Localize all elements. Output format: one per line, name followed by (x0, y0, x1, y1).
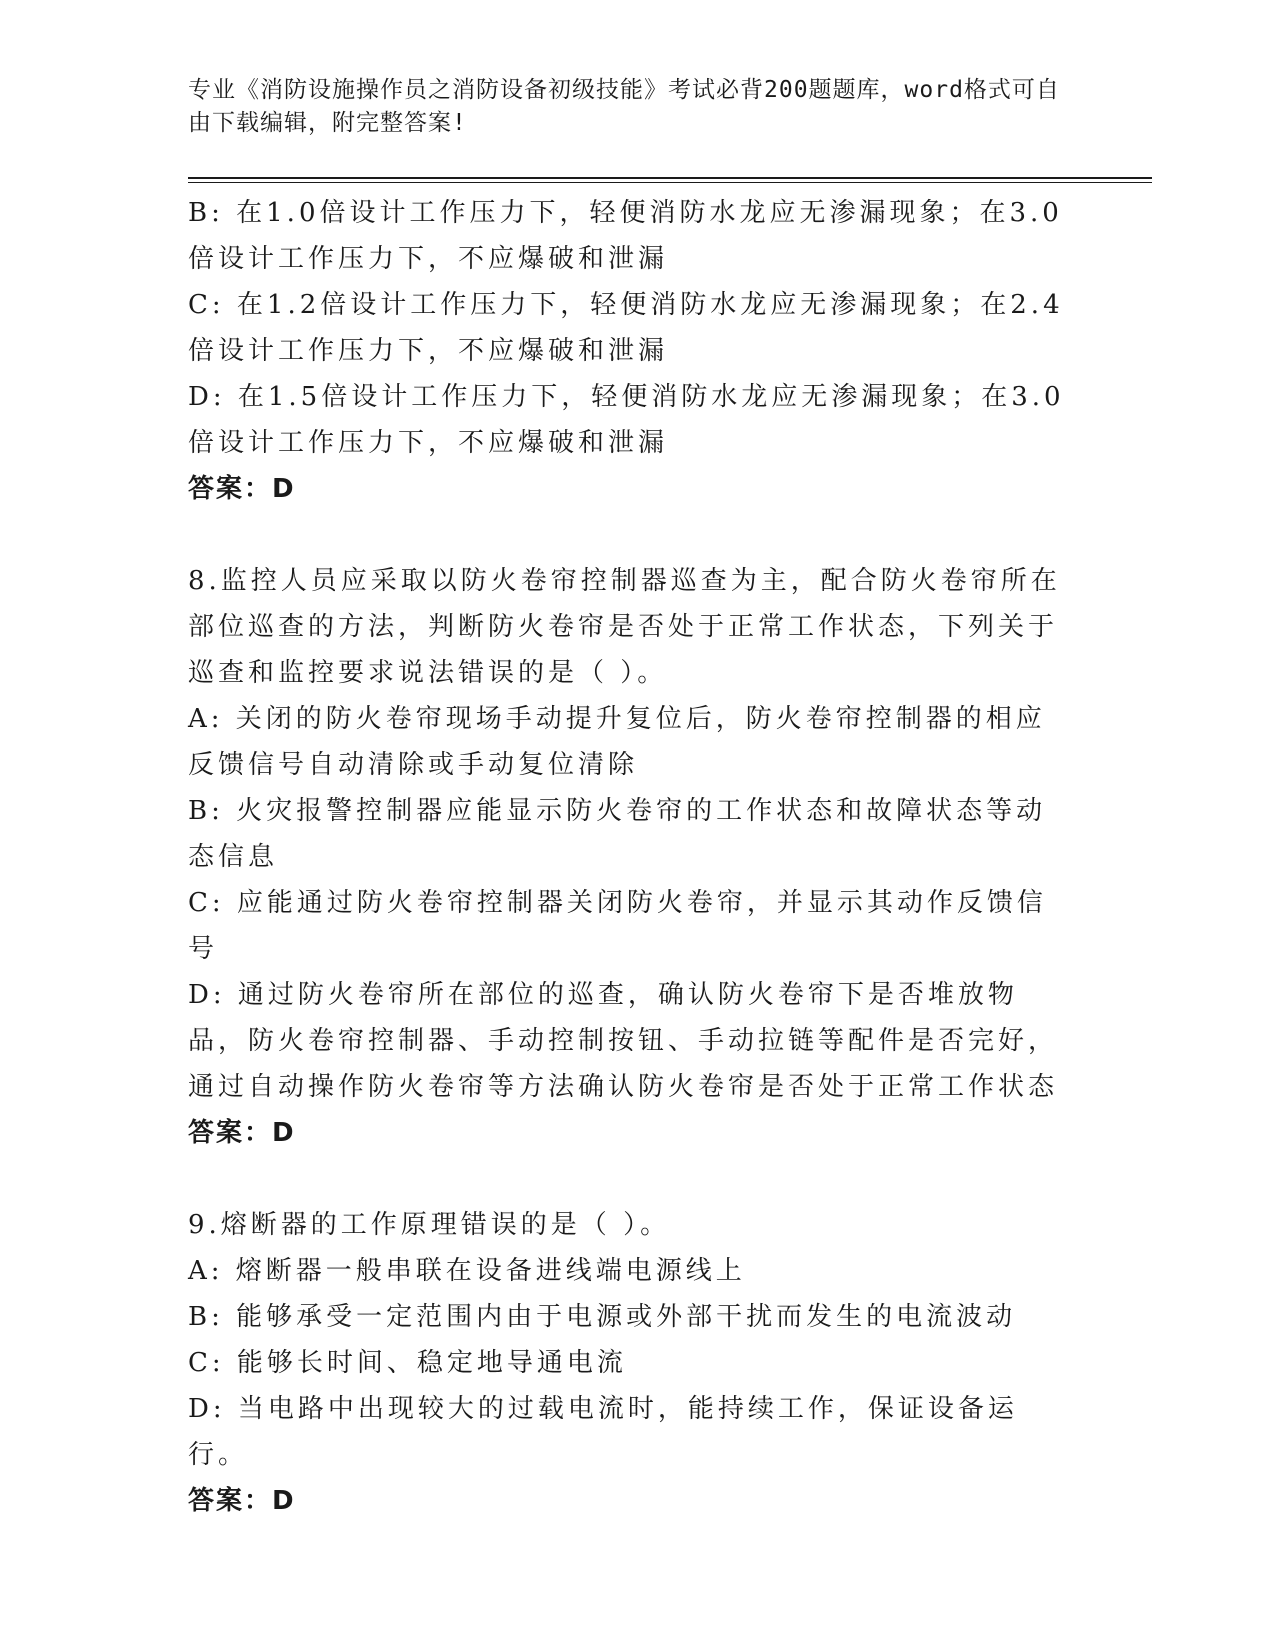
option-c: C: 能够长时间、稳定地导通电流 (188, 1348, 627, 1378)
answer-line: 答案：D (188, 1486, 296, 1516)
page-header: 专业《消防设施操作员之消防设备初级技能》考试必背200题题库，word格式可自由下载编辑，附完整答案! (188, 77, 1060, 136)
option-d: D: 当电路中出现较大的过载电流时，能持续工作，保证设备运行。 (188, 1394, 1018, 1470)
answer-line: 答案：D (188, 1118, 296, 1148)
document-body (188, 190, 1068, 1524)
option-a: A: 关闭的防火卷帘现场手动提升复位后，防火卷帘控制器的相应反馈信号自动清除或手动复位清除 (188, 704, 1046, 780)
question-7-continued (188, 190, 1068, 512)
question-9 (188, 1202, 1068, 1524)
option-b: B: 能够承受一定范围内由于电源或外部干扰而发生的电流波动 (188, 1302, 1017, 1332)
option-c: C: 应能通过防火卷帘控制器关闭防火卷帘，并显示其动作反馈信号 (188, 888, 1047, 964)
option-d: D: 通过防火卷帘所在部位的巡查，确认防火卷帘下是否堆放物品，防火卷帘控制器、手动控制按钮、手动拉链等配件是否完好，通过自动操作防火卷帘等方法确认防火卷帘是否处于正常工作状态 (188, 980, 1059, 1102)
option-c: C: 在1.2倍设计工作压力下，轻便消防水龙应无渗漏现象；在2.4倍设计工作压力下，不应爆破和泄漏 (188, 290, 1064, 366)
header-divider-thin (188, 182, 1152, 183)
question-stem: 9.熔断器的工作原理错误的是（ ）。 (188, 1210, 671, 1240)
option-b: B: 在1.0倍设计工作压力下，轻便消防水龙应无渗漏现象；在3.0倍设计工作压力下，不应爆破和泄漏 (188, 198, 1063, 274)
option-d: D: 在1.5倍设计工作压力下，轻便消防水龙应无渗漏现象；在3.0倍设计工作压力下，不应爆破和泄漏 (188, 382, 1065, 458)
spacer (188, 1156, 1068, 1202)
option-a: A: 熔断器一般串联在设备进线端电源线上 (188, 1256, 746, 1286)
question-8 (188, 558, 1068, 1156)
answer-line: 答案：D (188, 474, 296, 504)
option-b: B: 火灾报警控制器应能显示防火卷帘的工作状态和故障状态等动态信息 (188, 796, 1047, 872)
question-stem: 8.监控人员应采取以防火卷帘控制器巡查为主，配合防火卷帘所在部位巡查的方法，判断防火卷帘是否处于正常工作状态，下列关于巡查和监控要求说法错误的是（ ）。 (188, 566, 1061, 688)
spacer (188, 512, 1068, 558)
header-divider-thick (188, 177, 1152, 179)
